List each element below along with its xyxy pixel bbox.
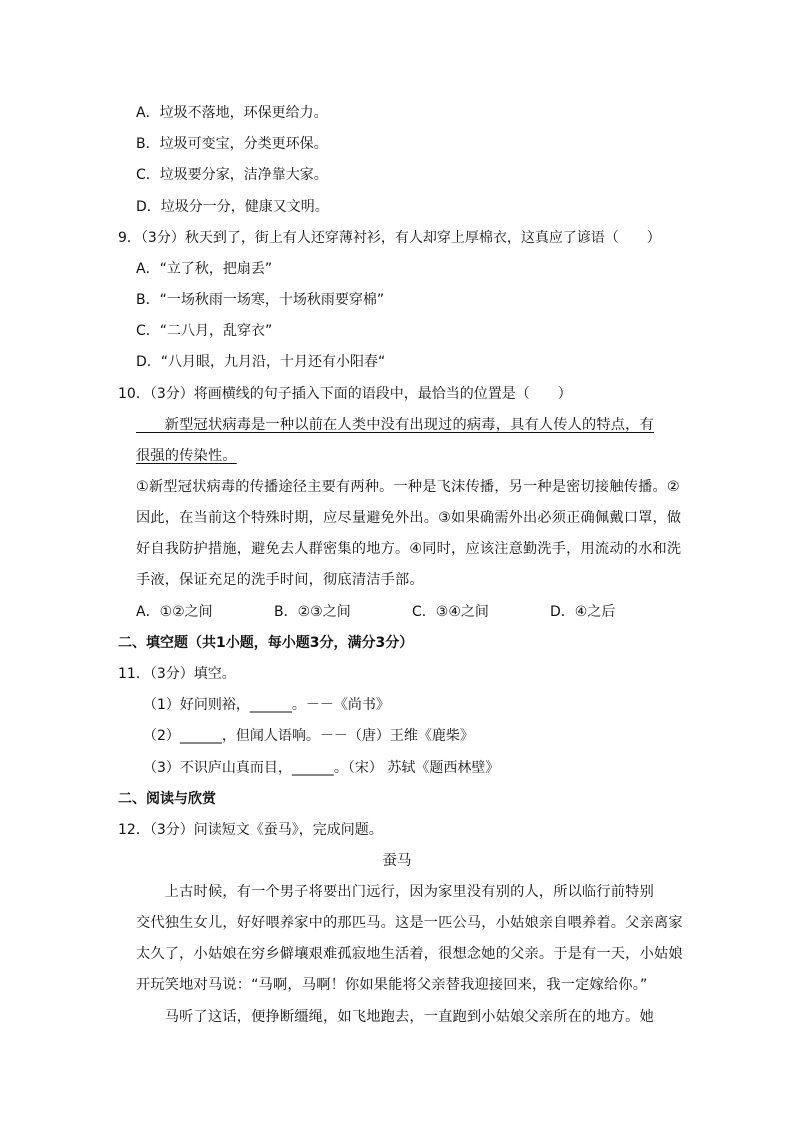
q10-passage-line: 因此，在当前这个特殊时期，应尽量避免外出。③如果确需外出必须正确佩戴口罩，做: [136, 510, 682, 526]
passage-title: 蚕马: [382, 853, 412, 869]
q8-option-c: C．垃圾要分家，洁净靠大家。: [136, 167, 328, 183]
q10-underlined-sentence-line2: 很强的传染性。: [136, 448, 237, 464]
q9-option-b: B．“一场秋雨一场寒，十场秋雨要穿棉”: [136, 292, 385, 308]
q11-item-2: （2）______，但闻人语响。－－（唐）王维《鹿柴》: [143, 728, 474, 744]
q10-choice-b: B．②③之间: [274, 604, 351, 620]
passage-line: 上古时候，有一个男子将要出门远行，因为家里没有别的人，所以临行前特别: [136, 884, 654, 900]
q10-passage-line: 手液，保证充足的洗手时间，彻底清洁手部。: [136, 572, 424, 588]
passage-line: 开玩笑地对马说：“马啊，马啊！你如果能将父亲替我迎接回来，我一定嫁给你。”: [136, 977, 648, 993]
q10-underlined-sentence-line1: 新型冠状病毒是一种以前在人类中没有出现过的病毒，具有人传人的特点，有: [136, 417, 654, 433]
q10-choice-d: D．④之后: [550, 604, 616, 620]
q11-item-1: （1）好问则裕，______。－－《尚书》: [143, 697, 390, 713]
q10-choice-a: A．①②之间: [136, 604, 213, 620]
q8-option-b: B．垃圾可变宝，分类更环保。: [136, 136, 328, 152]
passage-line: 交代独生女儿，好好喂养家中的那匹马。这是一匹公马，小姑娘亲自喂养着。父亲离家: [136, 915, 683, 931]
q10-passage-line: 好自我防护措施，避免去人群密集的地方。④同时，应该注意勤洗手，用流动的水和洗: [136, 541, 682, 557]
section-heading-reading: 二、阅读与欣赏: [118, 791, 216, 807]
passage-line: 马听了这话，便挣断缰绳，如飞地跑去，一直跑到小姑娘父亲所在的地方。她: [136, 1009, 654, 1025]
passage-line: 太久了，小姑娘在穷乡僻壤艰难孤寂地生活着，很想念她的父亲。于是有一天，小姑娘: [136, 946, 683, 962]
q11-stem: 11．（3分）填空。: [118, 666, 236, 682]
q10-choices: [136, 602, 688, 622]
q10-choice-c: C．③④之间: [412, 604, 489, 620]
q11-item-3: （3）不识庐山真而目，______。（宋） 苏轼《题西林壁》: [143, 760, 500, 776]
q8-option-a: A．垃圾不落地，环保更给力。: [136, 105, 328, 121]
q8-option-d: D．垃圾分一分，健康又文明。: [136, 199, 329, 215]
q12-stem: 12．（3分）问读短文《蚕马》，完成问题。: [118, 822, 383, 838]
q9-option-d: D．“八月眼，九月沿，十月还有小阳春“: [136, 354, 386, 370]
q10-stem: 10．（3分）将画横线的句子插入下面的语段中，最恰当的位置是（ ）: [118, 386, 572, 402]
q9-option-a: A．“立了秋，把扇丢”: [136, 261, 273, 277]
section-heading-fill-blank: 二、填空题（共1小题，每小题3分，满分3分）: [118, 635, 414, 651]
q9-option-c: C．“二八月，乱穿衣”: [136, 323, 273, 339]
q10-passage-line: ①新型冠状病毒的传播途径主要有两种。一种是飞沫传播，另一种是密切接触传播。②: [136, 479, 680, 495]
q9-stem: 9．（3分）秋天到了，街上有人还穿薄衬衫，有人却穿上厚棉衣，这真应了谚语（ ）: [118, 230, 661, 246]
